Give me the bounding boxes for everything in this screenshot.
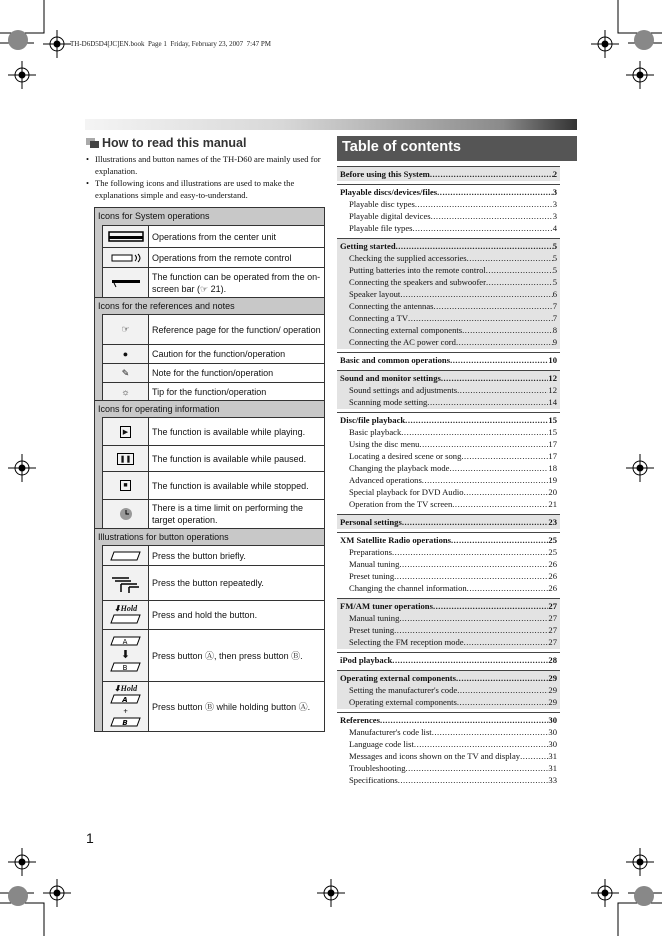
toc-section-title: Disc/file playback (340, 415, 406, 425)
toc-item-link[interactable] (340, 750, 557, 762)
toc-section-title: Sound and monitor settings (340, 373, 441, 383)
toc-item-link[interactable] (340, 636, 557, 648)
toc-page: 15 (548, 415, 557, 425)
tip-icon: ☼ (102, 383, 149, 400)
press-repeatedly-icon (102, 566, 149, 600)
toc-page: 20 (548, 487, 557, 497)
toc-item-link[interactable] (340, 582, 557, 594)
page-number: 1 (86, 830, 94, 846)
legend-row (102, 314, 324, 344)
toc-page: 31 (548, 751, 557, 761)
toc-page: 3 (552, 187, 557, 197)
toc-page: 29 (548, 685, 557, 695)
legend-description: Operations from the remote control (152, 252, 292, 263)
toc-item-link[interactable] (340, 696, 557, 708)
legend-row (102, 267, 324, 297)
toc-section-link[interactable] (340, 600, 557, 612)
bullet-item: • The following icons and illustrations are used to make the explanations simple and easy-to-understand. (86, 177, 326, 201)
legend-row (102, 417, 324, 445)
toc-section-link[interactable] (340, 372, 557, 384)
toc-item-link[interactable] (340, 774, 557, 786)
toc-page: 12 (548, 385, 557, 395)
toc-page: 17 (548, 439, 557, 449)
toc-item-title: Messages and icons shown on the TV and display (349, 751, 521, 761)
toc-item-link[interactable] (340, 558, 557, 570)
toc-item-link[interactable] (340, 300, 557, 312)
clock-icon (102, 500, 149, 528)
toc-page: 5 (552, 241, 557, 251)
toc-item-link[interactable] (340, 384, 557, 396)
legend-description: The function is available while paused. (152, 453, 307, 464)
legend-description: The function is available while playing. (152, 426, 306, 437)
toc-page: 28 (548, 655, 557, 665)
heading-text: How to read this manual (102, 136, 247, 150)
toc-page: 2 (552, 169, 557, 179)
toc-item-link[interactable] (340, 324, 557, 336)
toc-page: 23 (548, 517, 557, 527)
toc-page: 31 (548, 763, 557, 773)
toc-section (337, 598, 560, 649)
registration-mark-icon (8, 848, 36, 876)
toc-section (337, 712, 560, 787)
toc-page: 4 (552, 223, 557, 233)
toc-title: Table of contents (337, 136, 577, 161)
toc-page: 27 (548, 637, 557, 647)
table-of-contents (337, 166, 560, 790)
toc-section-link[interactable] (340, 672, 557, 684)
on-screen-bar-icon (102, 268, 149, 297)
toc-section (337, 412, 560, 511)
legend-group (95, 225, 324, 297)
registration-mark-icon (591, 879, 619, 907)
toc-section-link[interactable] (340, 354, 557, 366)
registration-mark-icon (591, 30, 619, 58)
toc-page: 10 (548, 355, 557, 365)
press-button-icon (102, 546, 149, 565)
toc-item-link[interactable] (340, 396, 557, 408)
toc-item-title: Preset tuning (349, 625, 395, 635)
toc-section-link[interactable] (340, 516, 557, 528)
svg-text:B: B (122, 664, 127, 672)
toc-item-title: Putting batteries into the remote control (349, 265, 486, 275)
toc-page: 33 (548, 775, 557, 785)
legend-description: Reference page for the function/ operation (152, 324, 321, 335)
toc-page: 14 (548, 397, 557, 407)
toc-item-link[interactable] (340, 486, 557, 498)
legend-row (102, 545, 324, 565)
toc-page: 5 (552, 253, 557, 263)
legend-group-header: Illustrations for button operations (95, 528, 324, 545)
legend-row (102, 225, 324, 247)
toc-section-link[interactable] (340, 714, 557, 726)
hold-label: Hold (120, 603, 138, 613)
toc-page: 6 (552, 289, 557, 299)
legend-description: There is a time limit on performing the target operation. (152, 503, 304, 525)
legend-description: Operations from the center unit (152, 231, 277, 242)
toc-item-title: Playable digital devices (349, 211, 431, 221)
heading-square-icon (86, 138, 99, 148)
registration-mark-icon (317, 879, 345, 907)
toc-item-title: Manual tuning (349, 559, 400, 569)
toc-item-title: Changing the channel information (349, 583, 467, 593)
toc-item-link[interactable] (340, 312, 557, 324)
toc-page: 30 (548, 739, 557, 749)
toc-page: 27 (548, 613, 557, 623)
toc-section-link[interactable] (340, 168, 557, 180)
legend-description: Note for the function/operation (152, 368, 274, 378)
center-unit-icon (102, 226, 149, 247)
legend-group (95, 545, 324, 731)
svg-text:A: A (121, 695, 128, 704)
registration-mark-icon (626, 61, 654, 89)
toc-section-link[interactable] (340, 414, 557, 426)
toc-section-title: Personal settings (340, 517, 402, 527)
icon-legend-table (94, 207, 325, 732)
legend-description: The function is available while stopped. (152, 480, 309, 491)
toc-page: 26 (548, 583, 557, 593)
registration-mark-icon (8, 61, 36, 89)
toc-item-title: Playable file types (349, 223, 413, 233)
toc-item-title: Connecting the AC power cord (349, 337, 456, 347)
toc-item-link[interactable] (340, 426, 557, 438)
toc-item-title: Connecting external components (349, 325, 463, 335)
toc-item-title: Basic playback (349, 427, 402, 437)
legend-row (102, 363, 324, 382)
legend-row (102, 382, 324, 400)
legend-group-header: Icons for the references and notes (95, 297, 324, 314)
toc-section (337, 370, 560, 409)
toc-item-title: Language code list (349, 739, 414, 749)
legend-group-header: Icons for operating information (95, 400, 324, 417)
legend-group (95, 417, 324, 528)
toc-section (337, 166, 560, 181)
toc-page: 21 (548, 499, 557, 509)
toc-item-title: Operation from the TV screen (349, 499, 453, 509)
legend-group-header: Icons for System operations (95, 208, 324, 225)
pause-status-icon: ❚❚ (102, 446, 149, 471)
toc-page: 25 (548, 547, 557, 557)
toc-item-title: Selecting the FM reception mode (349, 637, 464, 647)
toc-item-title: Scanning mode setting (349, 397, 428, 407)
legend-row (102, 565, 324, 600)
toc-item-link[interactable] (340, 738, 557, 750)
toc-section-title: References (340, 715, 380, 725)
toc-page: 30 (548, 727, 557, 737)
toc-page: 18 (548, 463, 557, 473)
toc-section-title: FM/AM tuner operations (340, 601, 433, 611)
legend-row (102, 629, 324, 681)
toc-item-title: Manufacturer's code list (349, 727, 432, 737)
toc-item-title: Playable disc types (349, 199, 415, 209)
toc-page: 29 (548, 673, 557, 683)
intro-bullets (86, 153, 326, 201)
caution-icon: ● (102, 345, 149, 363)
toc-section-title: Playable discs/devices/files (340, 187, 438, 197)
toc-section (337, 238, 560, 349)
toc-item-link[interactable] (340, 546, 557, 558)
toc-item-title: Connecting the speakers and subwoofer (349, 277, 486, 287)
toc-item-title: Setting the manufacturer's code (349, 685, 458, 695)
toc-page: 26 (548, 571, 557, 581)
legend-row (102, 471, 324, 499)
toc-page: 5 (552, 277, 557, 287)
toc-section (337, 652, 560, 667)
legend-description: Press button Ⓐ, then press button Ⓑ. (152, 650, 303, 661)
toc-item-title: Sound settings and adjustments (349, 385, 458, 395)
toc-item-link[interactable] (340, 222, 557, 234)
hold-label: Hold (120, 683, 138, 693)
toc-item-title: Connecting the antennas (349, 301, 434, 311)
toc-page: 29 (548, 697, 557, 707)
toc-section-title: Getting started (340, 241, 396, 251)
bullet-item: • Illustrations and button names of the TH-D60 are mainly used for explanation. (86, 153, 326, 177)
legend-description: Caution for the function/operation (152, 349, 286, 359)
svg-text:B: B (121, 718, 128, 727)
toc-section (337, 670, 560, 709)
toc-item-link[interactable] (340, 726, 557, 738)
svg-text:A: A (122, 638, 127, 646)
toc-item-link[interactable] (340, 210, 557, 222)
toc-item-title: Using the disc menu (349, 439, 420, 449)
toc-page: 7 (552, 301, 557, 311)
toc-item-link[interactable] (340, 252, 557, 264)
toc-item-title: Manual tuning (349, 613, 400, 623)
toc-section-link[interactable] (340, 534, 557, 546)
toc-page: 3 (552, 199, 557, 209)
registration-mark-icon (43, 879, 71, 907)
toc-item-link[interactable] (340, 198, 557, 210)
play-status-icon: ▶ (102, 418, 149, 445)
registration-mark-icon (626, 454, 654, 482)
toc-page: 15 (548, 427, 557, 437)
legend-description: The function can be operated from the on-screen bar (☞ 21). (152, 271, 321, 294)
toc-item-link[interactable] (340, 762, 557, 774)
toc-item-link[interactable] (340, 684, 557, 696)
legend-row (102, 681, 324, 731)
registration-mark-icon (8, 454, 36, 482)
toc-page: 5 (552, 265, 557, 275)
toc-item-title: Specifications (349, 775, 398, 785)
legend-row (102, 445, 324, 471)
legend-row (102, 344, 324, 363)
toc-page: 17 (548, 451, 557, 461)
toc-item-link[interactable] (340, 462, 557, 474)
toc-section-title: Before using this System (340, 169, 430, 179)
legend-description: Press the button briefly. (152, 550, 246, 561)
registration-mark-icon (43, 30, 71, 58)
print-header-line: TH-D6D5D4[JC]EN.book Page 1 Friday, February 23, 2007 7:47 PM (70, 40, 271, 48)
toc-page: 8 (552, 325, 557, 335)
legend-row (102, 499, 324, 528)
toc-item-link[interactable] (340, 624, 557, 636)
toc-page: 7 (552, 313, 557, 323)
toc-item-title: Checking the supplied accessories (349, 253, 467, 263)
toc-item-link[interactable] (340, 264, 557, 276)
toc-item-title: Preset tuning (349, 571, 395, 581)
registration-mark-icon (626, 848, 654, 876)
toc-page: 9 (552, 337, 557, 347)
toc-item-title: Preparations (349, 547, 392, 557)
toc-item-link[interactable] (340, 450, 557, 462)
remote-control-icon (102, 248, 149, 267)
legend-description: Press the button repeatedly. (152, 578, 264, 588)
toc-item-title: Troubleshooting (349, 763, 406, 773)
toc-section-title: iPod playback (340, 655, 393, 665)
toc-section-title: Operating external components (340, 673, 457, 683)
toc-section-link[interactable] (340, 240, 557, 252)
toc-section-title: XM Satellite Radio operations (340, 535, 451, 545)
toc-item-link[interactable] (340, 438, 557, 450)
toc-item-title: Speaker layout (349, 289, 401, 299)
legend-description: Press and hold the button. (152, 610, 258, 620)
toc-item-link[interactable] (340, 612, 557, 624)
toc-page: 30 (548, 715, 557, 725)
stop-status-icon: ■ (102, 472, 149, 499)
legend-description: Tip for the function/operation (152, 386, 267, 397)
toc-section (337, 514, 560, 529)
legend-row (102, 600, 324, 629)
toc-section (337, 352, 560, 367)
toc-page: 27 (548, 601, 557, 611)
toc-item-link[interactable] (340, 474, 557, 486)
toc-page: 25 (548, 535, 557, 545)
press-a-then-b-icon: A ⬇ B (102, 630, 149, 681)
toc-item-title: Advanced operations (349, 475, 422, 485)
toc-section-link[interactable] (340, 654, 557, 666)
toc-item-title: Special playback for DVD Audio (349, 487, 464, 497)
press-hold-icon: ⬇Hold (102, 601, 149, 629)
toc-page: 26 (548, 559, 557, 569)
section-title-how-to-read (86, 136, 246, 150)
toc-item-link[interactable] (340, 336, 557, 348)
header-gradient-bar (85, 119, 577, 130)
reference-page-icon: ☞ (102, 315, 149, 344)
toc-item-title: Operating external components (349, 697, 457, 707)
legend-group (95, 314, 324, 400)
toc-section (337, 184, 560, 235)
toc-item-title: Connecting a TV (349, 313, 409, 323)
legend-description: Press button Ⓑ while holding button Ⓐ. (152, 701, 311, 712)
toc-page: 12 (548, 373, 557, 383)
toc-item-title: Locating a desired scene or song (349, 451, 462, 461)
legend-row (102, 247, 324, 267)
toc-page: 19 (548, 475, 557, 485)
toc-item-link[interactable] (340, 288, 557, 300)
toc-item-link[interactable] (340, 498, 557, 510)
toc-item-link[interactable] (340, 276, 557, 288)
toc-item-link[interactable] (340, 570, 557, 582)
toc-section-link[interactable] (340, 186, 557, 198)
toc-section-title: Basic and common operations (340, 355, 451, 365)
toc-item-title: Changing the playback mode (349, 463, 450, 473)
hold-a-press-b-icon: ⬇Hold A + B (102, 682, 149, 731)
toc-page: 3 (552, 211, 557, 221)
note-icon: ✎ (102, 364, 149, 382)
toc-section (337, 532, 560, 595)
toc-page: 27 (548, 625, 557, 635)
